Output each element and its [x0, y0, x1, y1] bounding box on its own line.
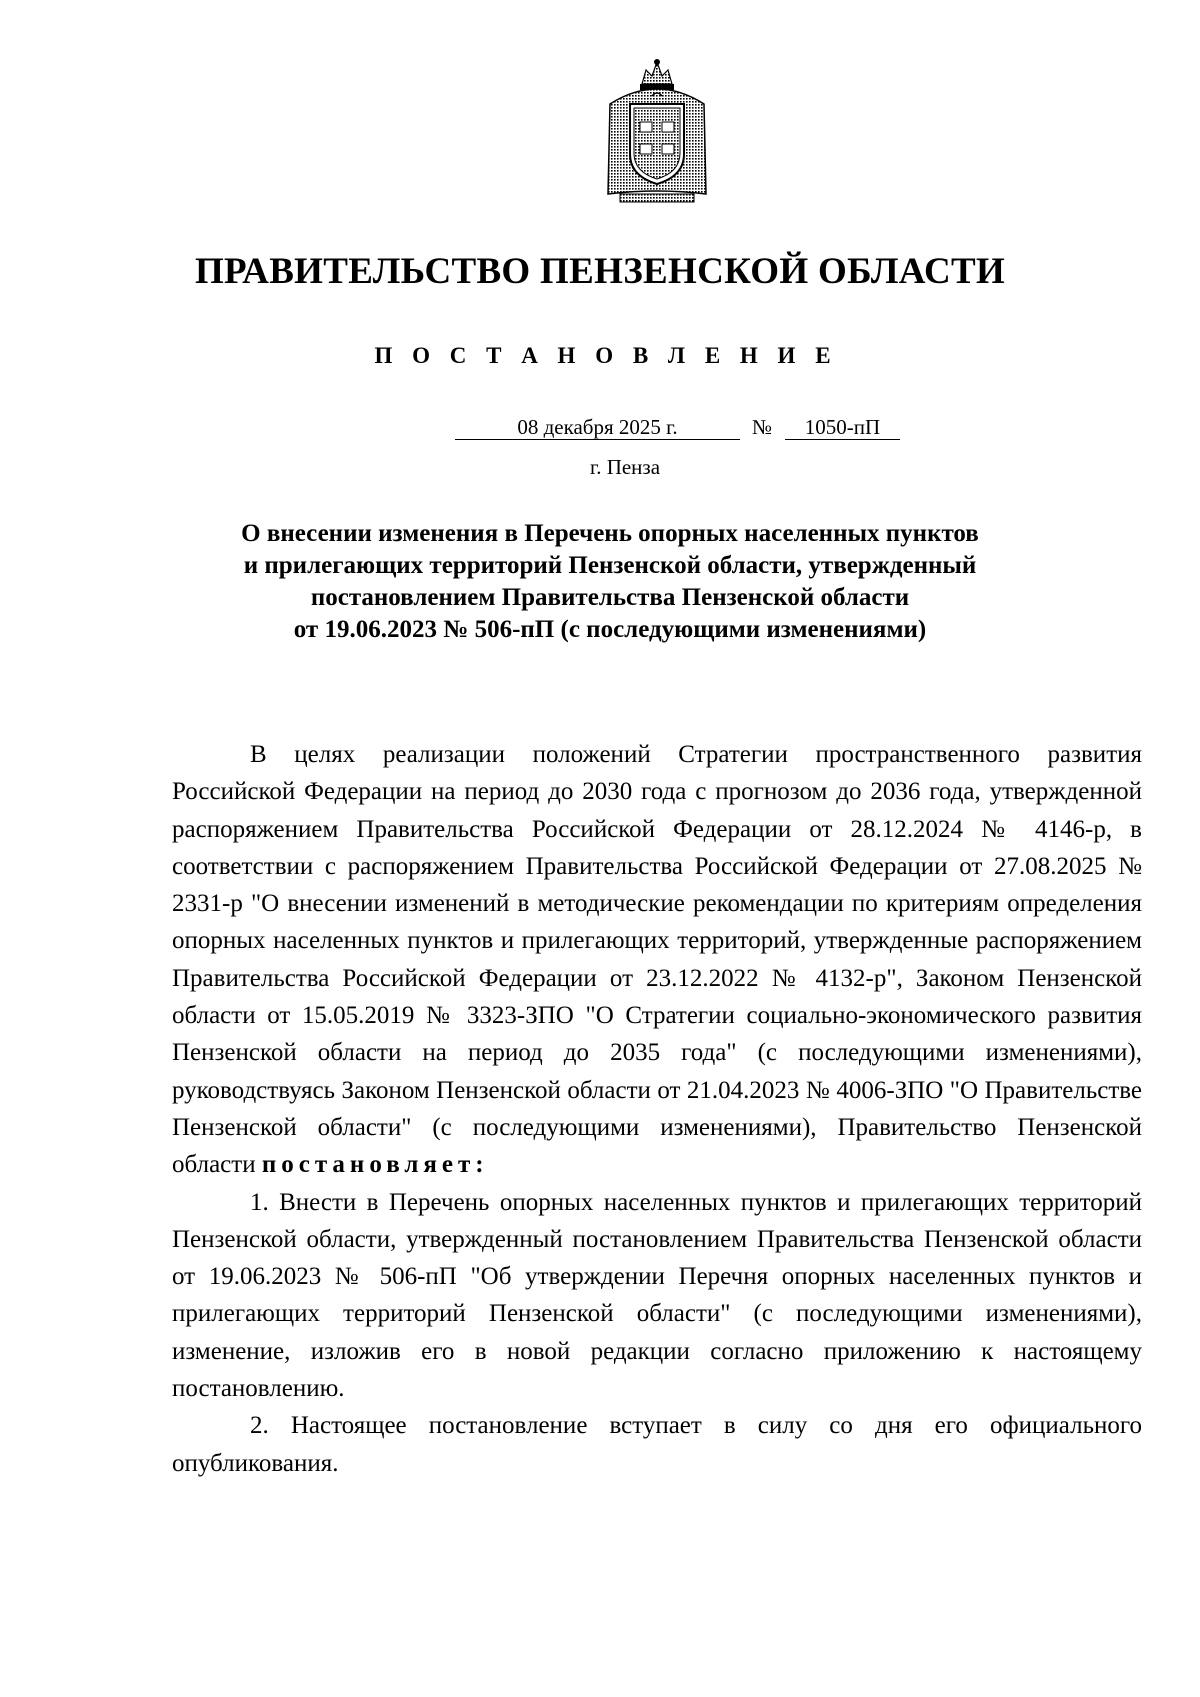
subject-line: и прилегающих территорий Пензенской области, утвержденный [243, 552, 977, 579]
clause-paragraph: 1. Внести в Перечень опорных населенных пунктов и прилегающих территорий Пензенской области, утвержденный постановлением Правительства Пензенской области от 19.06.2023 № 506-пП "Об утверждении Перечня опорных населенных пунктов и прилегающих территорий Пензенской области" (с последующими изменениями), изменение, изложив его в новой редакции согласно приложению к настоящему постановлению. [172, 1188, 1142, 1403]
number-sign: № [752, 415, 773, 439]
document-date: 08 декабря 2025 г. [455, 415, 740, 440]
preamble-text: В целях реализации положений Стратегии пространственного развития Российской Федерации на период до 2030 года с прогнозом до 2036 года, утвержденной распоряжением Правительства Российской Федерации от 28.12.2024 № 4146-р, в соответствии с распоряжением Правительства Российской Федерации от 27.08.2025 № 2331-р "О внесении изменений в методические рекомендации по критериям определения опорных населенных пунктов и прилегающих территорий, утвержденные распоряжением Правительства Российской Федерации от 23.12.2022 № 4132-р", Законом Пензенской области от 15.05.2019 № 3323-ЗПО "О Стратегии социально-экономического развития Пензенской области на период до 2035 года" (с последующими изменениями), руководствуясь Законом Пензенской области от 21.04.2023 № 4006-ЗПО "О Правительстве Пензенской области" (с последующими изменениями), Правительство Пензенской области [172, 741, 1142, 1179]
subject-line: от 19.06.2023 № 506-пП (с последующими изменениями) [293, 616, 927, 643]
document-body [172, 736, 1142, 1482]
resolves-word: постановляет: [261, 1151, 489, 1179]
organization-title: ПРАВИТЕЛЬСТВО ПЕНЗЕНСКОЙ ОБЛАСТИ [194, 251, 1006, 292]
subject-line: постановлением Правительства Пензенской области [310, 584, 910, 611]
document-number: 1050-пП [785, 415, 900, 440]
preamble-paragraph [172, 736, 1142, 1184]
document-type-heading: П О С Т А Н О В Л Е Н И Е [374, 343, 838, 368]
city-label: г. Пенза [589, 455, 661, 479]
clause-paragraph: 2. Настоящее постановление вступает в силу со дня его официального опубликования. [172, 1412, 1142, 1477]
coat-of-arms-emblem [602, 56, 712, 206]
document-subject [0, 518, 1200, 646]
subject-line: О внесении изменения в Перечень опорных населенных пунктов [241, 520, 979, 547]
